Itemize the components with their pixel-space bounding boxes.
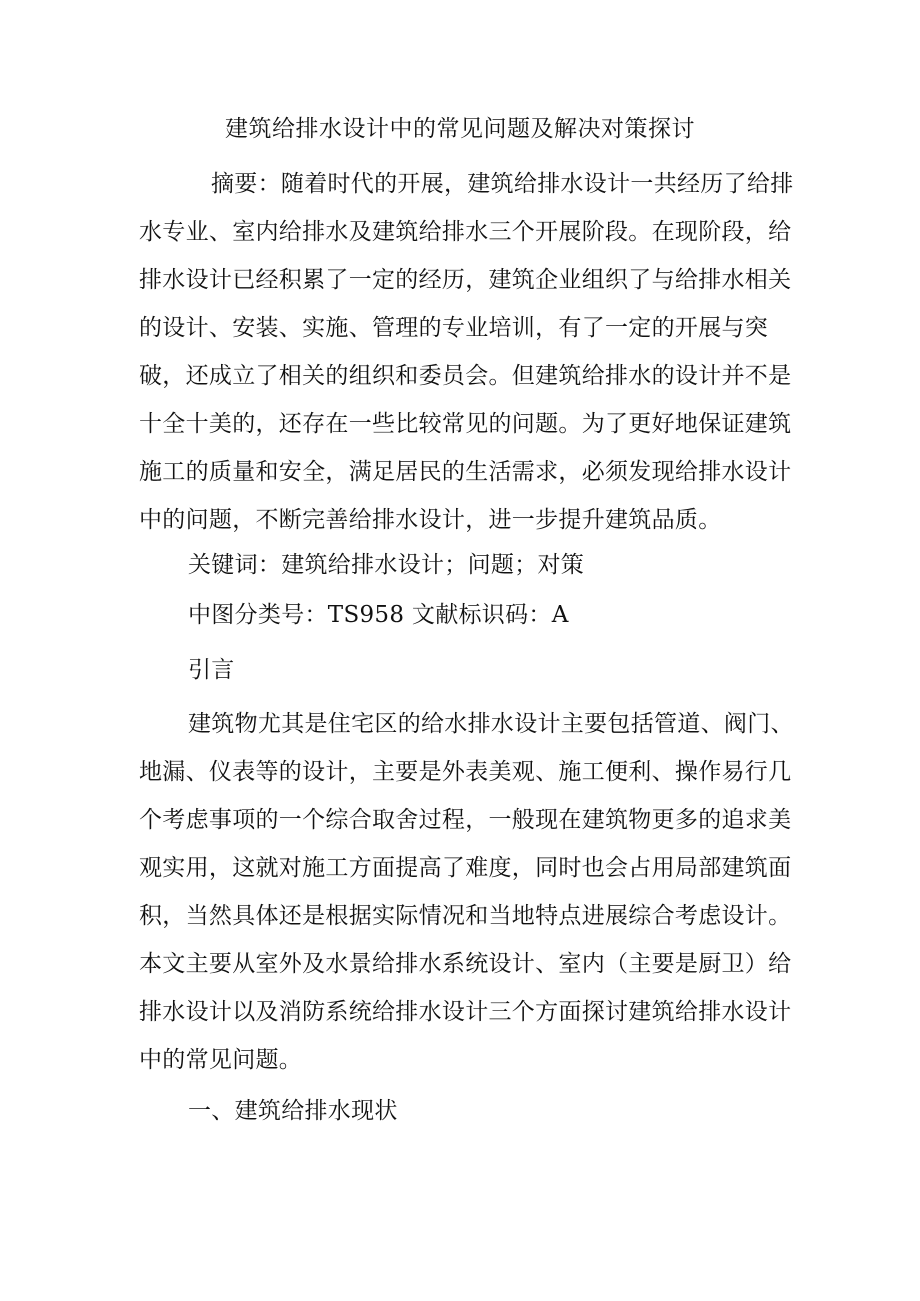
section-heading: 一、建筑给排水现状 [188, 1098, 398, 1124]
keywords-line: 关键词：建筑给排水设计；问题；对策 [188, 552, 585, 578]
introduction-heading: 引言 [188, 657, 235, 683]
classification-line: 中图分类号：TS958 文献标识码：A [188, 602, 569, 628]
abstract-paragraph: 摘要：随着时代的开展，建筑给排水设计一共经历了给排水专业、室内给排水及建筑给排水三个开展阶段。在现阶段，给排水设计已经积累了一定的经历，建筑企业组织了与给排水相关的设计、安装、实施、管理的专业培训，有了一定的开展与突破，还成立了相关的组织和委员会。但建筑给排水的设计并不是十全十美的，还存在一些比较常见的问题。为了更好地保证建筑施工的质量和安全，满足居民的生活需求，必须发现给排水设计中的问题，不断完善给排水设计，进一步提升建筑品质。 [139, 171, 794, 533]
introduction-paragraph: 建筑物尤其是住宅区的给水排水设计主要包括管道、阀门、地漏、仪表等的设计，主要是外表美观、施工便利、操作易行几个考虑事项的一个综合取舍过程，一般现在建筑物更多的追求美观实用，这就对施工方面提高了难度，同时也会占用局部建筑面积，当然具体还是根据实际情况和当地特点进展综合考虑设计。本文主要从室外及水景给排水系统设计、室内（主要是厨卫）给排水设计以及消防系统给排水设计三个方面探讨建筑给排水设计中的常见问题。 [139, 711, 794, 1073]
document-title: 建筑给排水设计中的常见问题及解决对策探讨 [225, 116, 695, 142]
